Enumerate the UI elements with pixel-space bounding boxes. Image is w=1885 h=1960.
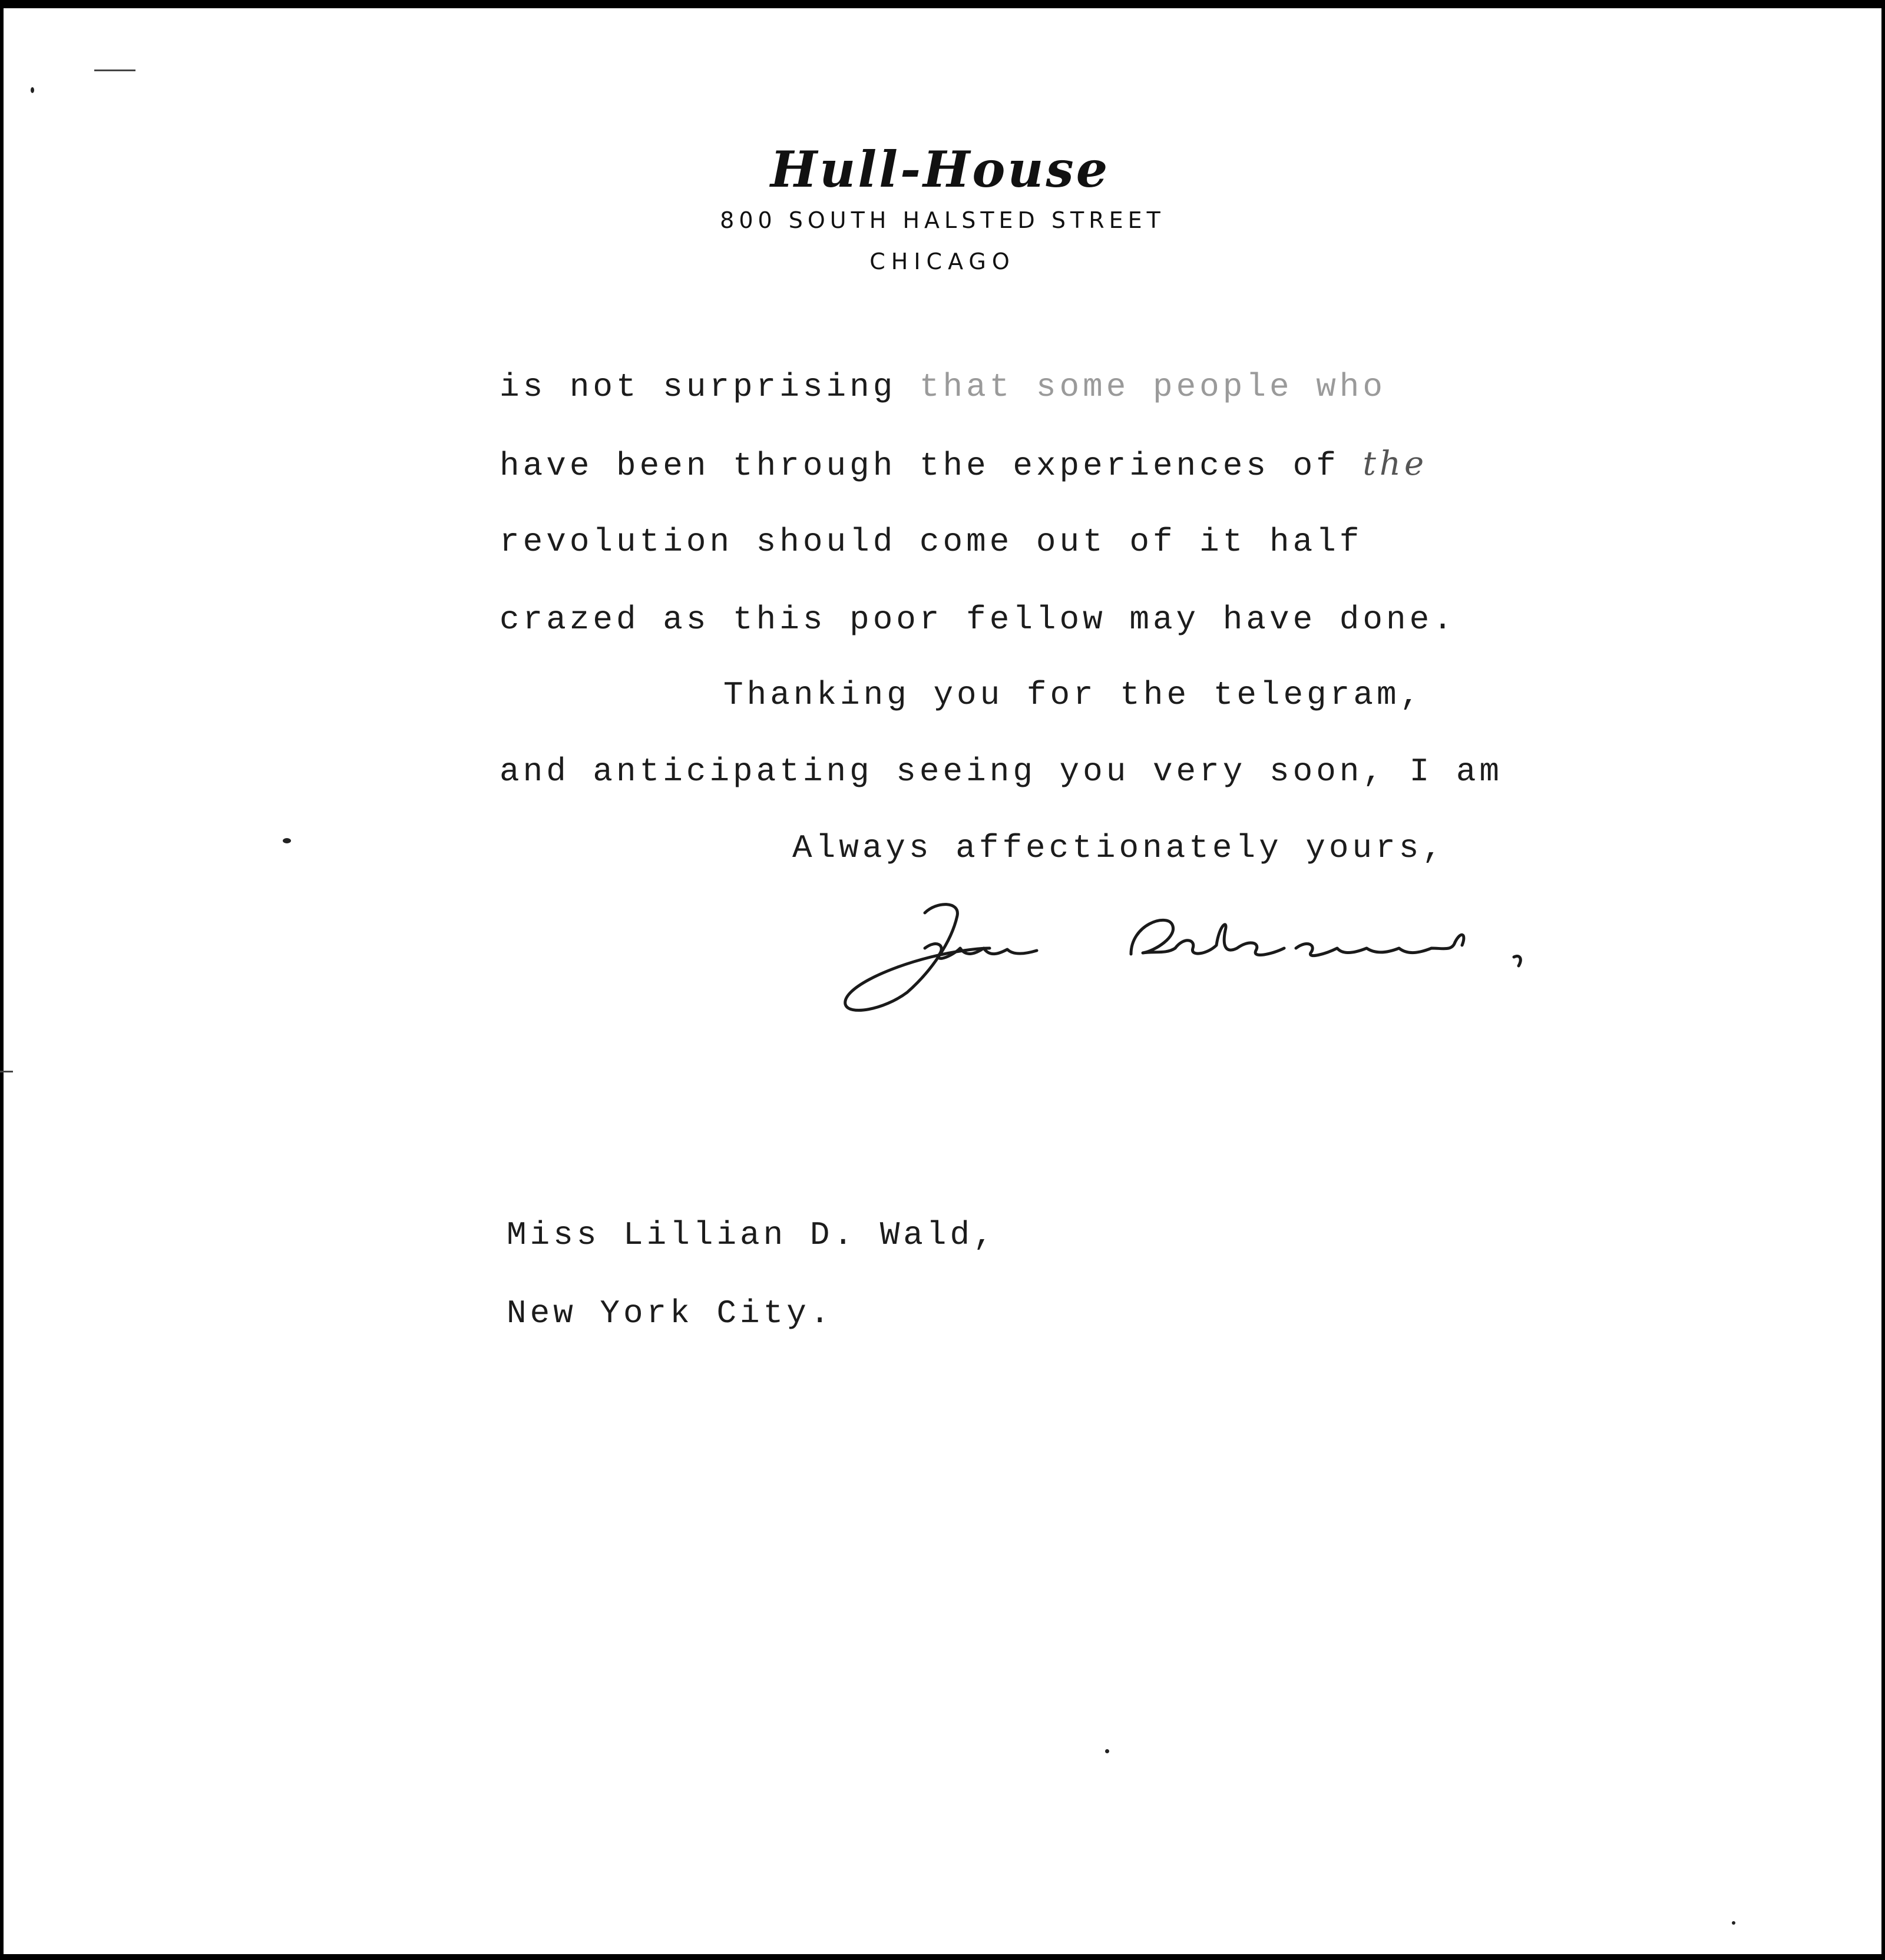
body-line-1 (500, 368, 1386, 406)
scan-speck (31, 87, 34, 93)
body-line-1-c: who (1316, 368, 1387, 406)
body-line-1-b: that some people (919, 368, 1293, 406)
body-line-2-handwritten: the (1363, 445, 1428, 483)
scan-speck (283, 838, 291, 843)
body-line-2-a: have been through the experiences of (500, 447, 1340, 485)
body-line-6: and anticipating seeing you very soon, I am (500, 753, 1503, 790)
letterhead-street: 800 SOUTH HALSTED STREET (720, 207, 1165, 233)
closing-line: Always affectionately yours, (792, 829, 1446, 867)
body-line-4: crazed as this poor fellow may have done. (500, 601, 1456, 638)
recipient-city: New York City. (507, 1294, 834, 1332)
body-line-1-a: is not surprising (500, 368, 897, 406)
letterhead-city: CHICAGO (869, 249, 1016, 274)
handwritten-signature (836, 889, 1543, 1031)
recipient-name: Miss Lillian D. Wald, (507, 1216, 997, 1254)
letterhead-name-text: Hull-House (770, 140, 1110, 198)
scan-speck (1732, 1921, 1735, 1925)
body-line-5: Thanking you for the telegram, (723, 676, 1424, 714)
body-line-2 (500, 445, 1427, 485)
body-line-3: revolution should come out of it half (500, 523, 1363, 561)
scan-mark (94, 69, 135, 71)
scan-mark (0, 1071, 13, 1072)
scan-speck (1105, 1749, 1109, 1753)
letterhead-name (0, 140, 1885, 198)
